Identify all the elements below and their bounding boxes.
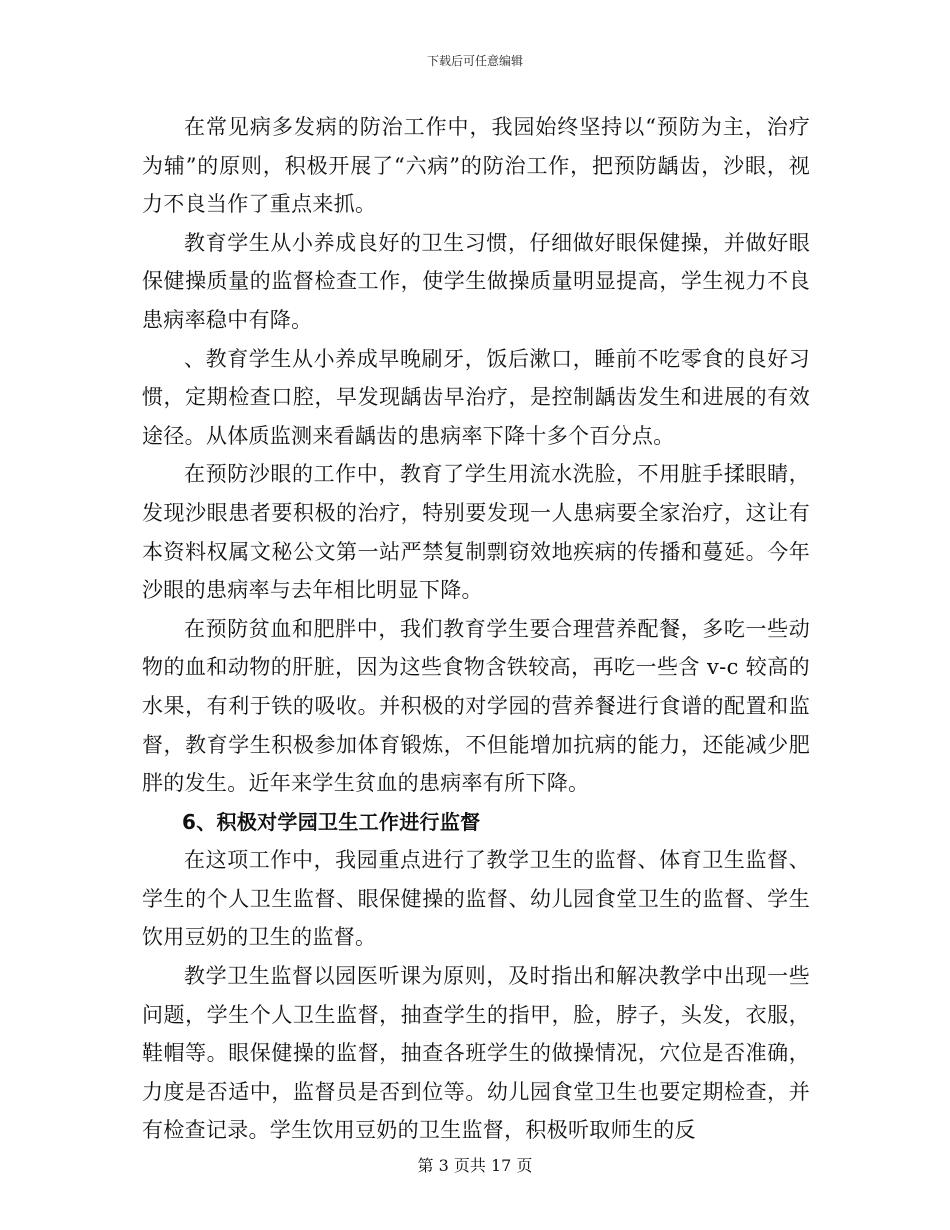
paragraph-disease-prevention: 在常见病多发病的防治工作中，我园始终坚持以“预防为主，治疗为辅”的原则，积极开展了“六病”的防治工作，把预防龋齿，沙眼，视力不良当作了重点来抓。 — [142, 115, 810, 217]
paragraph-dental-care: 、教育学生从小养成早晚刷牙，饭后漱口，睡前不吃零食的良好习惯，定期检查口腔，早发现龋齿早治疗，是控制龋齿发生和进展的有效途径。从体质监测来看龋齿的患病率下降十多个百分点。 — [142, 346, 810, 448]
section-heading: 6、积极对学园卫生工作进行监督 — [182, 809, 481, 834]
paragraph-anemia-obesity: 在预防贫血和肥胖中，我们教育学生要合理营养配餐，多吃一些动物的血和动物的肝脏，因为这些食物含铁较高，再吃一些含 v-c 较高的水果，有利于铁的吸收。并积极的对学园的营养餐进行食谱的配置和监督，教育学生积极参加体育锻炼，不但能增加抗病的能力，还能减少肥胖的发生。近年来学生贫血的患病率有所下降。 — [142, 616, 810, 796]
page-header: 下载后可任意编辑 — [426, 54, 523, 68]
document-body — [142, 108, 810, 1150]
paragraph-trachoma: 在预防沙眼的工作中，教育了学生用流水洗脸，不用脏手揉眼睛，发现沙眼患者要积极的治疗，特别要发现一人患病要全家治疗，这让有本资料权属文秘公文第一站严禁复制剽窃效地疾病的传播和蔓延。今年沙眼的患病率与去年相比明显下降。 — [142, 462, 810, 603]
paragraph-supervision-details: 教学卫生监督以园医听课为原则，及时指出和解决教学中出现一些问题，学生个人卫生监督，抽查学生的指甲，脸，脖子，头发，衣服，鞋帽等。眼保健操的监督，抽查各班学生的做操情况，穴位是否准确，力度是否适中，监督员是否到位等。幼儿园食堂卫生也要定期检查，并有检查记录。学生饮用豆奶的卫生监督，积极听取师生的反 — [142, 964, 810, 1143]
paragraph-eye-exercise: 教育学生从小养成良好的卫生习惯，仔细做好眼保健操，并做好眼保健操质量的监督检查工作，使学生做操质量明显提高，学生视力不良患病率稳中有降。 — [142, 230, 810, 332]
page-footer: 第 3 页共 17 页 — [417, 1156, 533, 1175]
paragraph-supervision-scope: 在这项工作中，我园重点进行了教学卫生的监督、体育卫生监督、学生的个人卫生监督、眼保健操的监督、幼儿园食堂卫生的监督、学生饮用豆奶的卫生的监督。 — [142, 848, 810, 950]
